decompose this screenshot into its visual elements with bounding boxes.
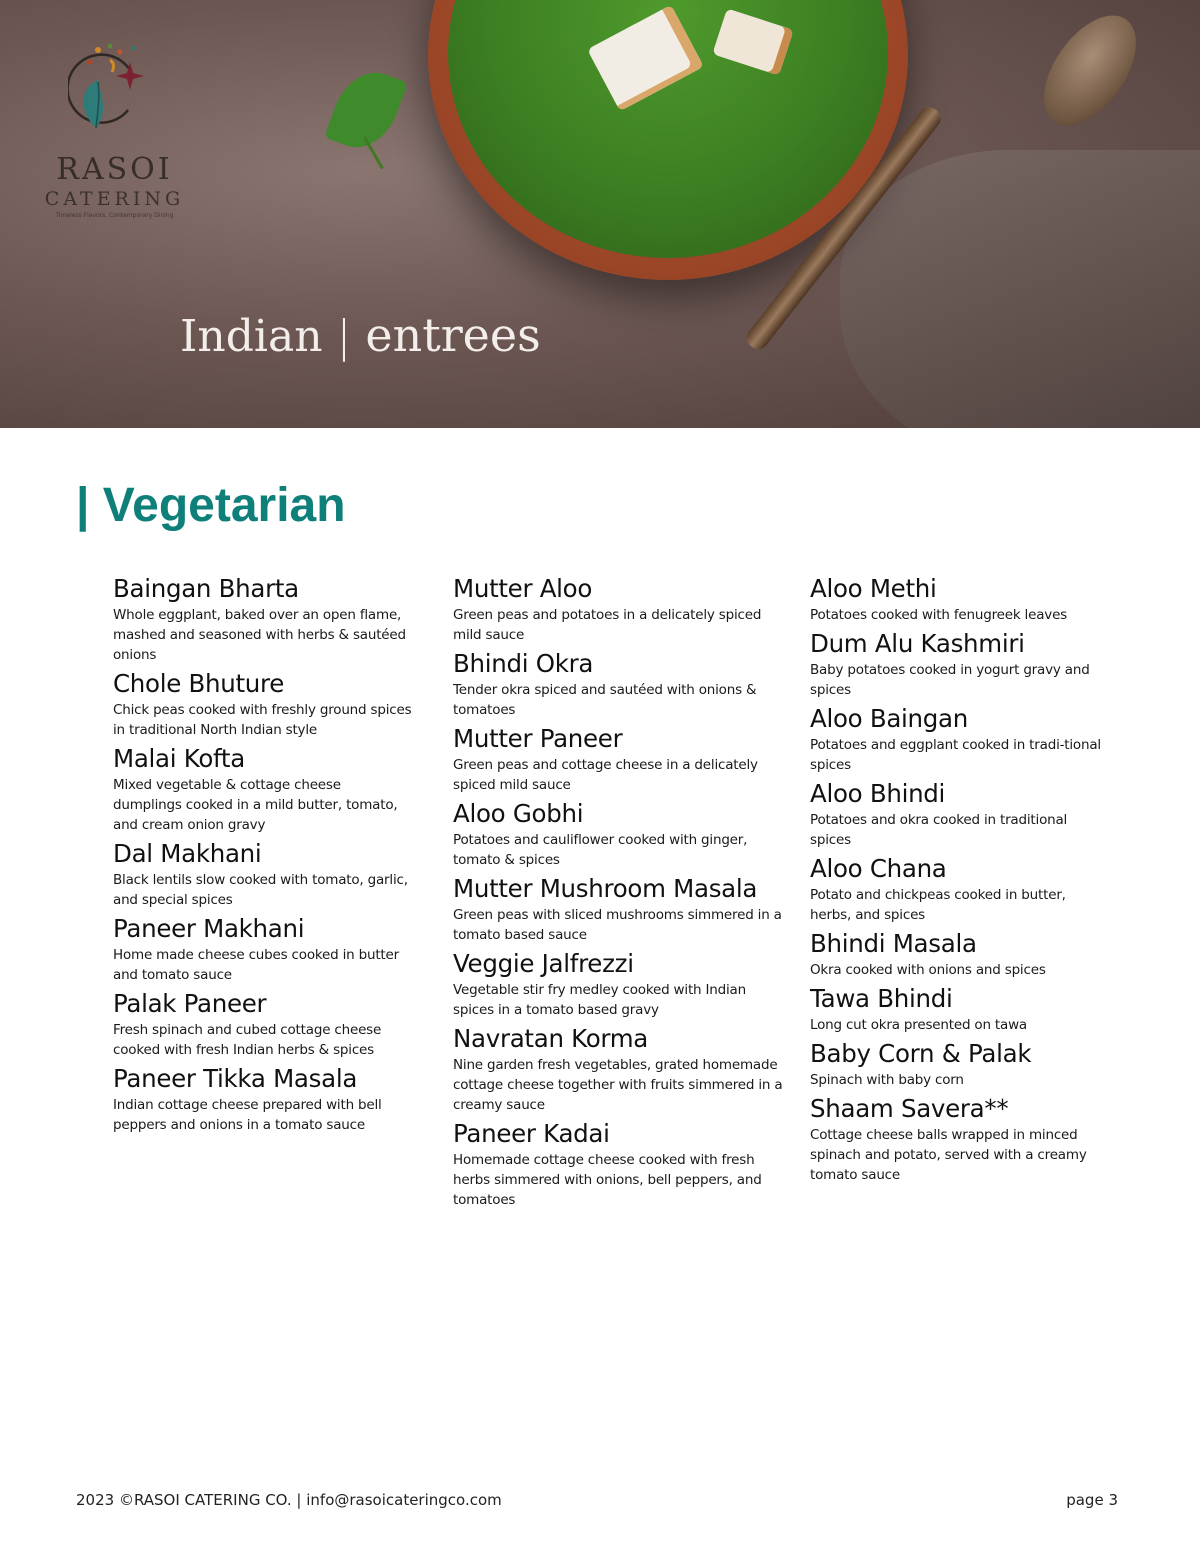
menu-item-description: Baby potatoes cooked in yogurt gravy and spices	[810, 662, 1090, 698]
menu-item	[113, 838, 413, 910]
menu-item-name: Bhindi Okra	[453, 649, 594, 678]
menu-item-description: Vegetable stir fry medley cooked with Indian spices in a tomato based gravy	[453, 982, 746, 1018]
menu-item	[810, 853, 1110, 925]
menu-item	[453, 1118, 783, 1210]
menu-item-description: Home made cheese cubes cooked in butter and tomato sauce	[113, 947, 399, 983]
menu-item	[113, 1063, 413, 1135]
title-separator: |	[336, 311, 352, 362]
menu-item-description: Homemade cottage cheese cooked with fresh herbs simmered with onions, bell peppers, and tomatoes	[453, 1152, 762, 1208]
menu-item	[810, 1038, 1110, 1090]
paneer-cube	[712, 8, 793, 75]
menu-item-description: Spinach with baby corn	[810, 1072, 964, 1088]
menu-column-1	[113, 573, 413, 1138]
menu-item	[810, 778, 1110, 850]
menu-item-description: Potato and chickpeas cooked in butter, herbs, and spices	[810, 887, 1066, 923]
menu-item	[810, 628, 1110, 700]
menu-item-description: Nine garden fresh vegetables, grated homemade cottage cheese together with fruits simmered in a creamy sauce	[453, 1057, 783, 1113]
menu-column-2	[453, 573, 783, 1213]
spinach-curry	[448, 0, 888, 258]
menu-item-description: Potatoes and cauliflower cooked with ginger, tomato & spices	[453, 832, 748, 868]
spoon-icon	[1025, 0, 1154, 142]
menu-item-name: Tawa Bhindi	[810, 984, 953, 1013]
menu-item-name: Dum Alu Kashmiri	[810, 629, 1025, 658]
menu-item-name: Dal Makhani	[113, 839, 262, 868]
title-cuisine: Indian	[180, 311, 323, 362]
hero-image	[0, 0, 1200, 428]
paneer-cube	[587, 5, 704, 111]
menu-item	[810, 983, 1110, 1035]
menu-item-description: Potatoes and eggplant cooked in tradi-tional spices	[810, 737, 1101, 773]
menu-item-name: Baby Corn & Palak	[810, 1039, 1032, 1068]
page-title	[180, 308, 541, 362]
menu-item	[113, 668, 413, 740]
menu-item-name: Shaam Savera**	[810, 1094, 1009, 1123]
menu-item-description: Cottage cheese balls wrapped in minced spinach and potato, served with a creamy tomato sauce	[810, 1127, 1087, 1183]
menu-item	[810, 703, 1110, 775]
menu-item-name: Aloo Bhindi	[810, 779, 946, 808]
menu-item-description: Fresh spinach and cubed cottage cheese cooked with fresh Indian herbs & spices	[113, 1022, 382, 1058]
napkin-decoration	[840, 150, 1200, 428]
menu-item	[453, 873, 783, 945]
menu-item-description: Whole eggplant, baked over an open flame, mashed and seasoned with herbs & sautéed onions	[113, 607, 406, 663]
menu-item-description: Black lentils slow cooked with tomato, garlic, and special spices	[113, 872, 408, 908]
menu-item-name: Aloo Methi	[810, 574, 937, 603]
menu-item-name: Baingan Bharta	[113, 574, 299, 603]
menu-item-name: Malai Kofta	[113, 744, 245, 773]
menu-item-name: Aloo Gobhi	[453, 799, 584, 828]
menu-item	[453, 948, 783, 1020]
menu-item-name: Paneer Kadai	[453, 1119, 610, 1148]
menu-item-name: Veggie Jalfrezzi	[453, 949, 634, 978]
menu-item-description: Potatoes and okra cooked in traditional spices	[810, 812, 1068, 848]
menu-item-name: Mutter Mushroom Masala	[453, 874, 758, 903]
menu-item	[810, 573, 1110, 625]
menu-item	[453, 1023, 783, 1115]
menu-item	[113, 988, 413, 1060]
menu-item-description: Mixed vegetable & cottage cheese dumplings cooked in a mild butter, tomato, and cream onion gravy	[113, 777, 398, 833]
menu-item-description: Green peas and cottage cheese in a delicately spiced mild sauce	[453, 757, 758, 793]
logo-mark-icon	[68, 40, 168, 150]
menu-item	[810, 1093, 1110, 1185]
menu-item-description: Chick peas cooked with freshly ground spices in traditional North Indian style	[113, 702, 412, 738]
menu-item-name: Aloo Baingan	[810, 704, 968, 733]
menu-item-description: Tender okra spiced and sautéed with onions & tomatoes	[453, 682, 757, 718]
menu-item-name: Chole Bhuture	[113, 669, 284, 698]
menu-item-name: Bhindi Masala	[810, 929, 977, 958]
brand-tagline: Timeless Flavors, Contemporary Dining	[55, 212, 174, 219]
menu-item-name: Mutter Aloo	[453, 574, 593, 603]
menu-column-3	[810, 573, 1110, 1188]
menu-item	[113, 913, 413, 985]
section-heading: | Vegetarian	[76, 479, 346, 532]
menu-item-description: Potatoes cooked with fenugreek leaves	[810, 607, 1068, 623]
menu-item-name: Paneer Tikka Masala	[113, 1064, 358, 1093]
menu-item-description: Green peas with sliced mushrooms simmered in a tomato based sauce	[453, 907, 782, 943]
menu-item	[453, 573, 783, 645]
menu-item	[453, 798, 783, 870]
footer-copyright: 2023 ©RASOI CATERING CO. | info@rasoicateringco.com	[76, 1491, 502, 1509]
menu-item-description: Okra cooked with onions and spices	[810, 962, 1046, 978]
menu-item-description: Green peas and potatoes in a delicately spiced mild sauce	[453, 607, 762, 643]
menu-item-name: Palak Paneer	[113, 989, 267, 1018]
menu-item-name: Paneer Makhani	[113, 914, 305, 943]
title-course: entrees	[365, 308, 541, 362]
page-number: page 3	[1066, 1491, 1118, 1509]
menu-item-name: Mutter Paneer	[453, 724, 623, 753]
menu-item-description: Indian cottage cheese prepared with bell peppers and onions in a tomato sauce	[113, 1097, 382, 1133]
menu-item	[453, 723, 783, 795]
menu-item	[113, 573, 413, 665]
menu-item	[453, 648, 783, 720]
menu-item-name: Navratan Korma	[453, 1024, 649, 1053]
menu-item-description: Long cut okra presented on tawa	[810, 1017, 1027, 1033]
brand-name: RASOI	[56, 152, 173, 187]
brand-logo	[42, 40, 192, 225]
menu-item-name: Aloo Chana	[810, 854, 947, 883]
brand-subtitle: CATERING	[44, 188, 185, 210]
menu-item	[113, 743, 413, 835]
menu-item	[810, 928, 1110, 980]
